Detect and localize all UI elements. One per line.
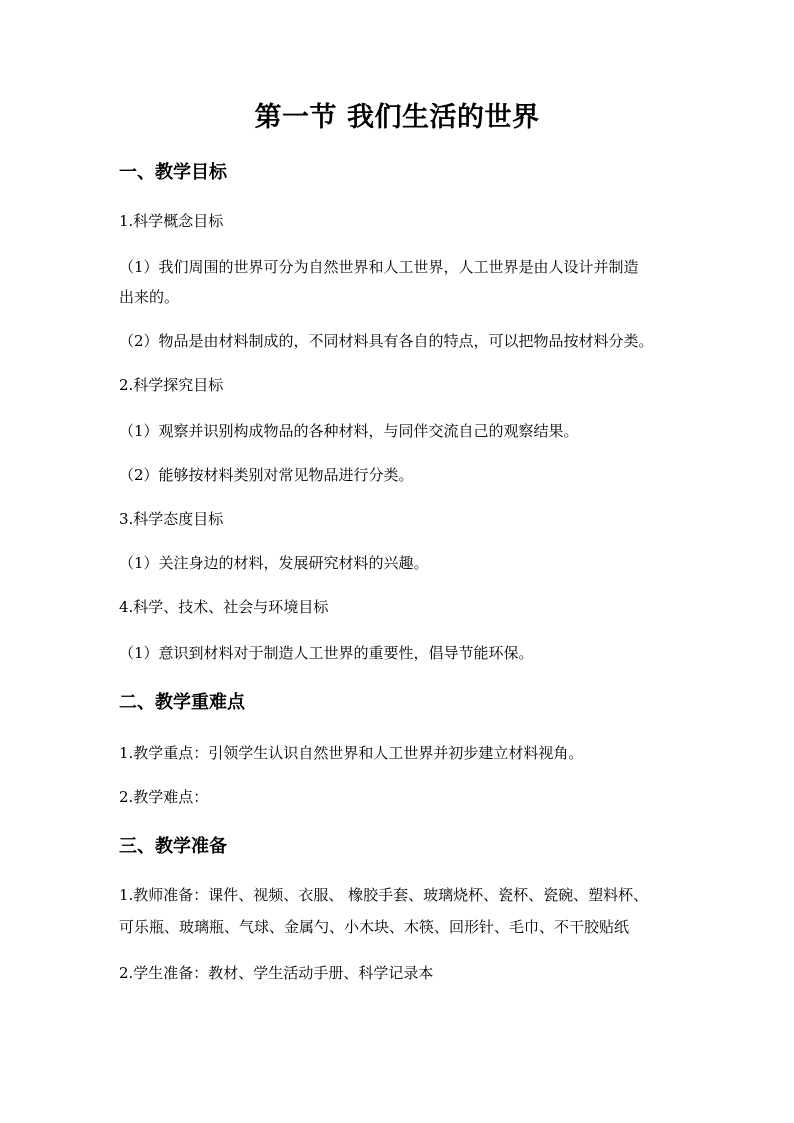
section-heading-key-points: 二、教学重难点 — [119, 692, 245, 713]
subheading-inquiry-goals: 2.科学探究目标 — [119, 376, 224, 394]
section-heading-preparation: 三、教学准备 — [119, 836, 227, 857]
paragraph-sts-item-1: （1）意识到材料对于制造人工世界的重要性，倡导节能环保。 — [119, 644, 534, 662]
subheading-concept-goals: 1.科学概念目标 — [119, 212, 224, 230]
paragraph-difficult-point: 2.教学难点： — [119, 788, 209, 806]
subheading-sts-goals: 4.科学、技术、社会与环境目标 — [119, 598, 329, 616]
paragraph-concept-item-1-line-1: （1）我们周围的世界可分为自然世界和人工世界，人工世界是由人设计并制造 — [119, 258, 639, 276]
subheading-attitude-goals: 3.科学态度目标 — [119, 510, 224, 528]
paragraph-concept-item-2: （2）物品是由材料制成的，不同材料具有各自的特点，可以把物品按材料分类。 — [119, 332, 654, 350]
paragraph-inquiry-item-2: （2）能够按材料类别对常见物品进行分类。 — [119, 466, 414, 484]
paragraph-attitude-item-1: （1）关注身边的材料，发展研究材料的兴趣。 — [119, 554, 429, 572]
paragraph-teacher-prep-line-1: 1.教师准备：课件、视频、衣服、 橡胶手套、玻璃烧杯、瓷杯、瓷碗、塑料杯、 — [119, 886, 649, 904]
paragraph-key-point: 1.教学重点：引领学生认识自然世界和人工世界并初步建立材料视角。 — [119, 744, 584, 762]
paragraph-concept-item-1-line-2: 出来的。 — [119, 288, 180, 306]
paragraph-teacher-prep-line-2: 可乐瓶、玻璃瓶、气球、金属勺、小木块、木筷、回形针、毛巾、不干胶贴纸 — [119, 918, 630, 936]
paragraph-inquiry-item-1: （1）观察并识别构成物品的各种材料，与同伴交流自己的观察结果。 — [119, 422, 579, 440]
section-heading-objectives: 一、教学目标 — [119, 162, 227, 183]
paragraph-student-prep: 2.学生准备：教材、学生活动手册、科学记录本 — [119, 964, 434, 982]
page-title: 第一节 我们生活的世界 — [254, 102, 540, 133]
